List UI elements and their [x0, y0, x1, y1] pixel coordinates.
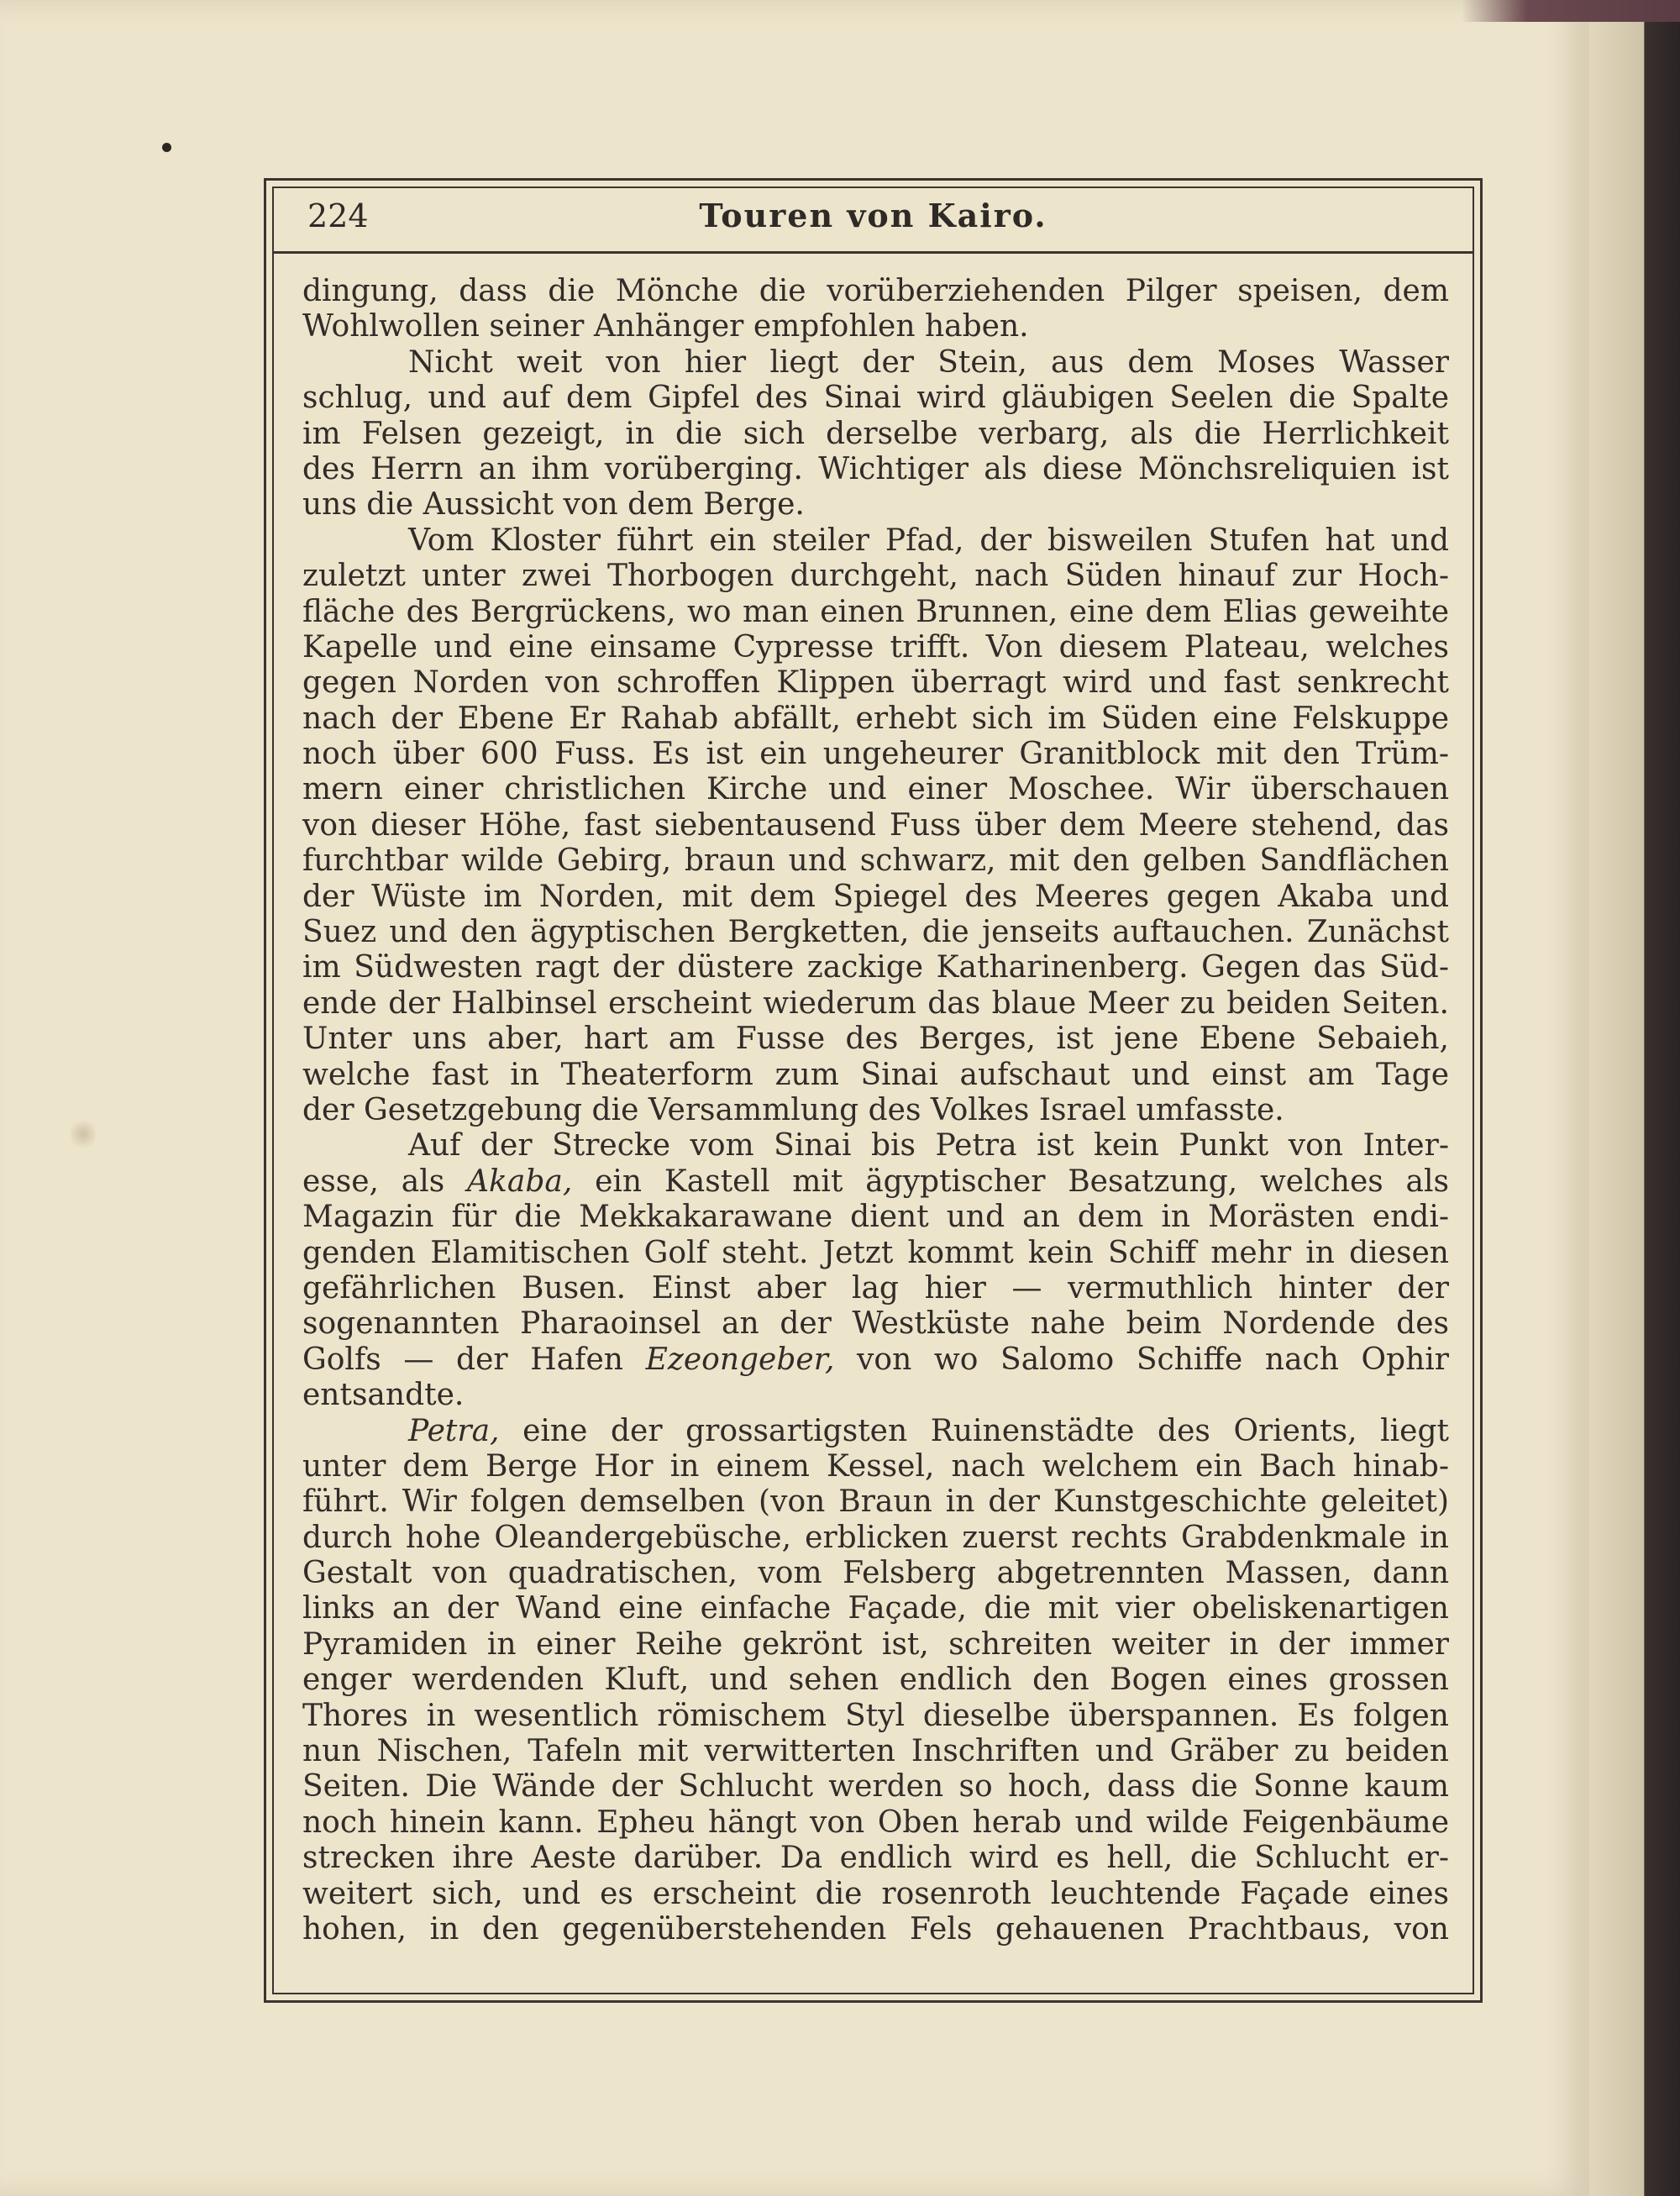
text-line: Thores in wesentlich römischem Styl dieselbe überspannen. Es folgen	[302, 1698, 1449, 1733]
text-line: furchtbar wilde Gebirg, braun und schwarz, mit den gelben Sandflächen	[302, 843, 1449, 879]
text-line: Vom Kloster führt ein steiler Pfad, der bisweilen Stufen hat und	[408, 523, 1449, 558]
text-line: noch über 600 Fuss. Es ist ein ungeheurer Granitblock mit den Trüm-	[302, 737, 1449, 772]
text-fragment: Golfs — der Hafen	[302, 1342, 646, 1377]
text-line: der Gesetzgebung die Versammlung des Volkes Israel umfasste.	[302, 1092, 1284, 1127]
text-line: durch hohe Oleandergebüsche, erblicken zuerst rechts Grabdenkmale in	[302, 1520, 1449, 1555]
text-line: im Südwesten ragt der düstere zackige Katharinenberg. Gegen das Süd-	[302, 950, 1449, 985]
text-line: dingung, dass die Mönche die vorüberziehenden Pilger speisen, dem	[302, 274, 1449, 308]
page-header	[272, 187, 1474, 254]
text-line: gegen Norden von schroffen Klippen überragt wird und fast senkrecht	[302, 665, 1449, 701]
text-line: sogenannten Pharaoinsel an der Westküste nahe beim Nordende des	[302, 1306, 1449, 1342]
text-line: weitert sich, und es erscheint die rosenroth leuchtende Façade eines	[302, 1876, 1449, 1911]
running-title: Touren von Kairo.	[699, 197, 1047, 234]
text-line: strecken ihre Aeste darüber. Da endlich wird es hell, die Schlucht er-	[302, 1841, 1449, 1876]
cover-edge	[1462, 0, 1680, 22]
body-text	[302, 274, 1449, 1947]
text-line: Unter uns aber, hart am Fusse des Berges, ist jene Ebene Sebaieh,	[302, 1022, 1449, 1057]
text-line: Kapelle und eine einsame Cypresse trifft. Von diesem Plateau, welches	[302, 629, 1449, 665]
text-line	[302, 1414, 1449, 1449]
paper-stain	[71, 1117, 96, 1151]
text-line	[302, 1164, 1449, 1200]
text-line: Pyramiden in einer Reihe gekrönt ist, schreiten weiter in der immer	[302, 1626, 1449, 1662]
text-fragment: esse, als	[302, 1164, 468, 1199]
text-line: ende der Halbinsel erscheint wiederum das blaue Meer zu beiden Seiten.	[302, 985, 1449, 1021]
text-line: mern einer christlichen Kirche und einer Moschee. Wir überschauen	[302, 772, 1449, 807]
text-line: fläche des Bergrückens, wo man einen Brunnen, eine dem Elias geweihte	[302, 594, 1449, 629]
text-line: des Herrn an ihm vorüberging. Wichtiger als diese Mönchsreliquien ist	[302, 451, 1449, 486]
text-line: Wohlwollen seiner Anhänger empfohlen haben.	[302, 309, 1029, 344]
text-line: führt. Wir folgen demselben (von Braun in der Kunstgeschichte geleitet)	[302, 1484, 1449, 1520]
text-line: im Felsen gezeigt, in die sich derselbe verbarg, als die Herrlichkeit	[302, 416, 1449, 451]
text-line: Suez und den ägyptischen Bergketten, die jenseits auftauchen. Zunächst	[302, 915, 1449, 950]
text-line: gefährlichen Busen. Einst aber lag hier — vermuthlich hinter der	[302, 1270, 1449, 1306]
text-line	[302, 1342, 1449, 1378]
text-line: uns die Aussicht von dem Berge.	[302, 487, 805, 523]
text-line: nach der Ebene Er Rahab abfällt, erhebt sich im Süden eine Felskuppe	[302, 701, 1449, 736]
ink-dot	[162, 143, 171, 152]
text-line: genden Elamitischen Golf steht. Jetzt kommt kein Schiff mehr in diesen	[302, 1235, 1449, 1270]
text-line: unter dem Berge Hor in einem Kessel, nach welchem ein Bach hinab-	[302, 1448, 1449, 1484]
page-edge	[1589, 0, 1680, 2196]
text-line: links an der Wand eine einfache Façade, die mit vier obeliskenartigen	[302, 1591, 1449, 1626]
text-line: enger werdenden Kluft, und sehen endlich den Bogen eines grossen	[302, 1663, 1449, 1698]
text-line: Auf der Strecke vom Sinai bis Petra ist kein Punkt von Inter-	[408, 1128, 1449, 1164]
text-line: hohen, in den gegenüberstehenden Fels gehauenen Prachtbaus, von	[302, 1911, 1449, 1946]
text-line: Nicht weit von hier liegt der Stein, aus dem Moses Wasser	[408, 344, 1449, 380]
text-fragment: ein Kastell mit ägyptischer Besatzung, welches als	[572, 1164, 1449, 1199]
text-line: Gestalt von quadratischen, vom Felsberg abgetrennten Massen, dann	[302, 1556, 1449, 1591]
text-line: schlug, und auf dem Gipfel des Sinai wird gläubigen Seelen die Spalte	[302, 381, 1449, 416]
place-name-ezeongeber: Ezeongeber,	[645, 1342, 835, 1377]
text-line: von dieser Höhe, fast siebentausend Fuss über dem Meere stehend, das	[302, 807, 1449, 843]
text-line: welche fast in Theaterform zum Sinai aufschaut und einst am Tage	[302, 1057, 1449, 1092]
text-line: noch hinein kann. Epheu hängt von Oben herab und wilde Feigenbäume	[302, 1805, 1449, 1840]
text-line: zuletzt unter zwei Thorbogen durchgeht, nach Süden hinauf zur Hoch-	[302, 559, 1449, 594]
place-name-akaba: Akaba,	[467, 1164, 573, 1199]
page-number: 224	[307, 197, 369, 234]
text-line: der Wüste im Norden, mit dem Spiegel des Meeres gegen Akaba und	[302, 879, 1449, 914]
text-line: Seiten. Die Wände der Schlucht werden so hoch, dass die Sonne kaum	[302, 1769, 1449, 1805]
text-line: nun Nischen, Tafeln mit verwitterten Inschriften und Gräber zu beiden	[302, 1734, 1449, 1769]
place-name-petra: Petra,	[408, 1413, 500, 1448]
text-line: entsandte.	[302, 1378, 465, 1413]
text-line: Magazin für die Mekkakarawane dient und an dem in Morästen endi-	[302, 1200, 1449, 1235]
text-fragment: eine der grossartigsten Ruinenstädte des Orients, liegt	[499, 1413, 1449, 1448]
text-fragment: von wo Salomo Schiffe nach Ophir	[834, 1342, 1449, 1377]
